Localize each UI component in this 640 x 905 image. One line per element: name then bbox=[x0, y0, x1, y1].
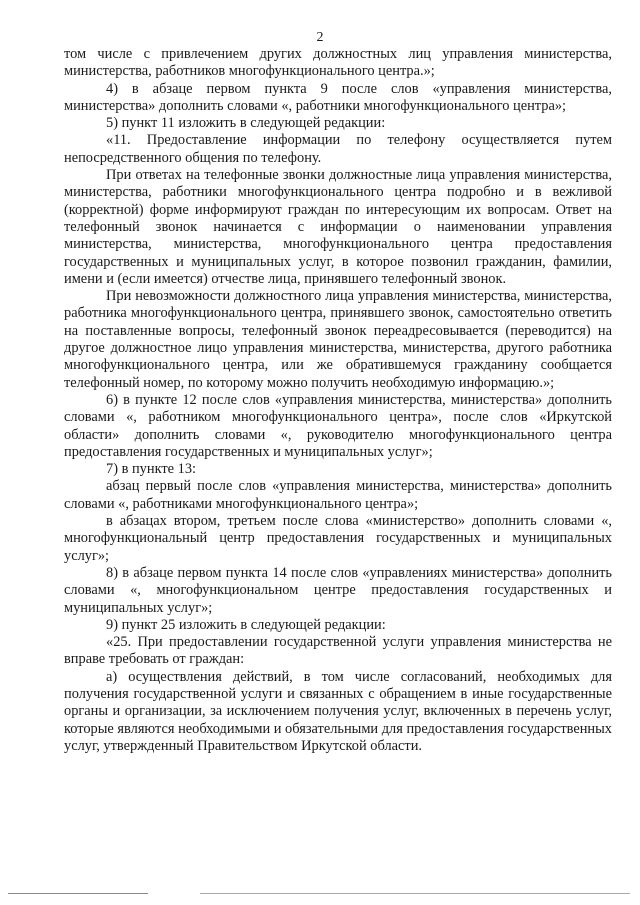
paragraph-item-5: 5) пункт 11 изложить в следующей редакции: bbox=[106, 115, 386, 132]
paragraph-item-4: 4) в абзаце первом пункта 9 после слов «управления министерства, министерства» дополнить словами «, работники многофункционального центра»; bbox=[64, 80, 612, 114]
paragraph-item-7-second: в абзацах втором, третьем после слова «министерство» дополнить словами «, многофункциональный центр предоставления государственных и муниципальных услуг»; bbox=[64, 513, 612, 564]
paragraph-item-7: 7) в пункте 13: bbox=[106, 461, 197, 478]
paragraph-item-6: 6) в пункте 12 после слов «управления министерства, министерства» дополнить словами «, работником многофункционального центра», после слов «Иркутской области» дополнить словами «, руководителю многофункционального центра предоставления государственных и муниципальных услуг»; bbox=[64, 391, 612, 460]
document-body bbox=[64, 46, 612, 755]
paragraph-item-8: 8) в абзаце первом пункта 14 после слов «управлениях министерства» дополнить словами «, многофункциональном центре предоставления государственных и муниципальных услуг»; bbox=[64, 564, 612, 616]
paragraph-clause-11: «11. Предоставление информации по телефону осуществляется путем непосредственного общения по телефону. bbox=[64, 132, 612, 166]
paragraph-continuation: том числе с привлечением других должностных лиц управления министерства, министерства, работников многофункционального центра.»; bbox=[64, 46, 612, 80]
page-number: 2 bbox=[316, 30, 324, 45]
bottom-scan-line-left bbox=[8, 893, 148, 894]
paragraph-clause-25-a: а) осуществления действий, в том числе согласований, необходимых для получения государственной услуги и связанных с обращением в иные государственные органы и организации, за исключением получения услуг, включенных в перечень услуг, которые являются необходимыми и обязательными для предоставления государственных услуг, утвержденный Правительством Иркутской области. bbox=[64, 668, 612, 754]
paragraph-item-7-first: абзац первый после слов «управления министерства, министерства» дополнить словами «, работниками многофункционального центра»; bbox=[64, 478, 612, 512]
bottom-scan-line-right bbox=[200, 893, 630, 894]
paragraph-phone-answers: При ответах на телефонные звонки должностные лица управления министерства, министерства, работники многофункционального центра подробно и в вежливой (корректной) форме информируют граждан по интересующим их вопросам. Ответ на телефонный звонок начинается с информации о наименовании управления министерства, министерства, многофункционального центра предоставления государственных и муниципальных услуг, в которое позвонил гражданин, фамилии, имени и (если имеется) отчестве лица, принявшего телефонный звонок. bbox=[64, 167, 612, 287]
paragraph-phone-redirect: При невозможности должностного лица управления министерства, министерства, работника многофункционального центра, принявшего звонок, самостоятельно ответить на поставленные вопросы, телефонный звонок переадресовывается (переводится) на другое должностное лицо управления министерства, министерства, другого работника многофункционального центра, или же обратившемуся гражданину сообщается телефонный номер, по которому можно получить необходимую информацию.»; bbox=[64, 288, 612, 391]
paragraph-clause-25: «25. При предоставлении государственной услуги управления министерства не вправе требовать от граждан: bbox=[64, 634, 612, 668]
paragraph-item-9: 9) пункт 25 изложить в следующей редакции: bbox=[106, 616, 386, 633]
